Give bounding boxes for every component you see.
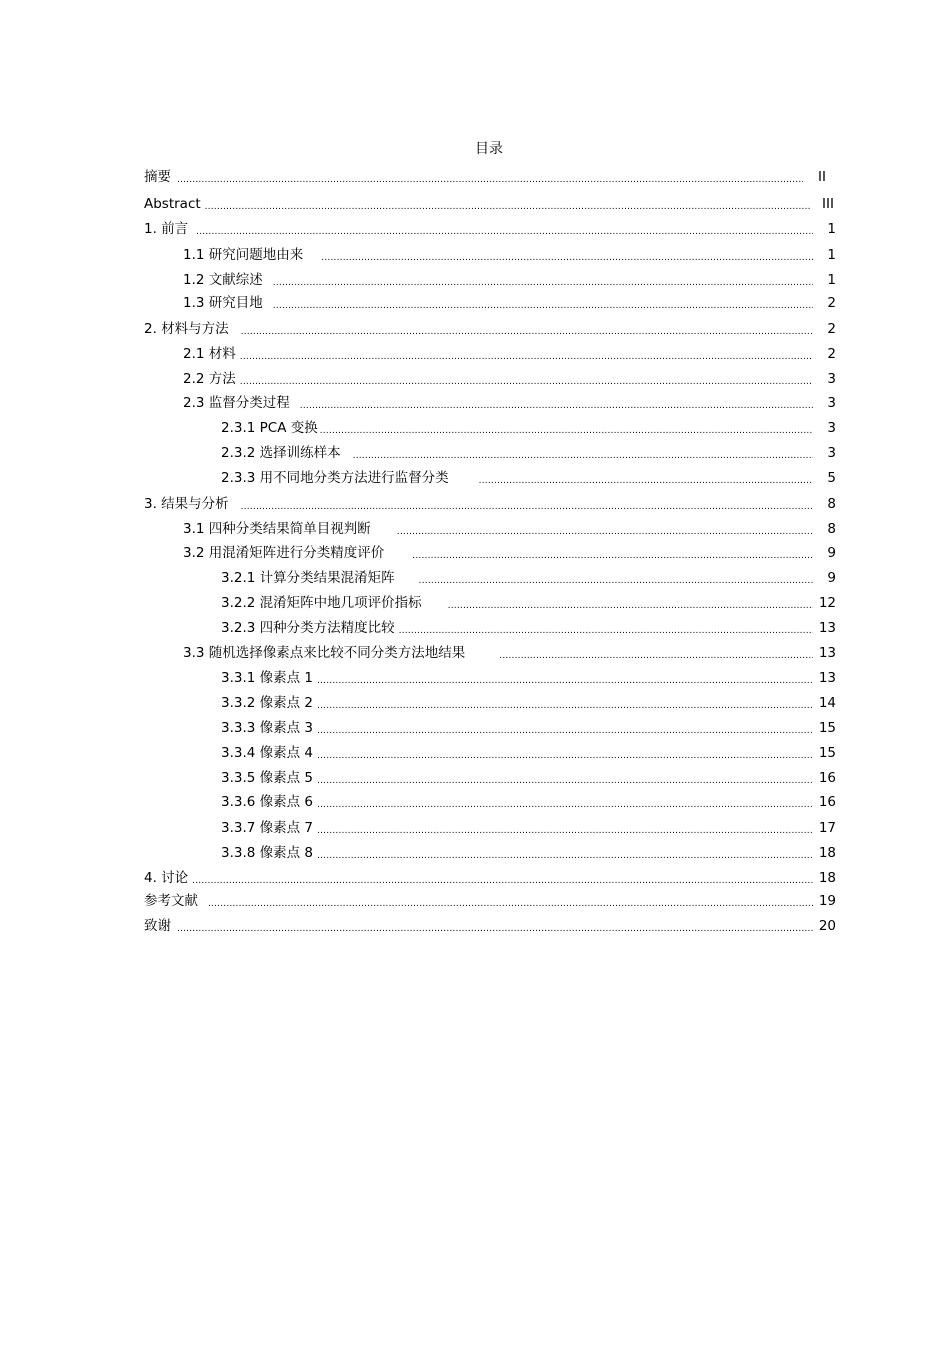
toc-entry-text: Abstract [144,196,201,212]
toc-entry-text: 摘要 [144,169,171,185]
toc-entry-page: 20 [818,918,836,934]
toc-dot-leader [321,246,813,264]
toc-dot-leader [317,744,813,762]
toc-entry-text: 1.3 研究目地 [183,295,263,311]
toc-entry-page: 14 [818,695,836,711]
toc-entry-2-2[interactable] [183,368,836,388]
toc-dot-leader [317,844,813,862]
toc-entry-text: 3.2.3 四种分类方法精度比较 [221,620,395,636]
toc-entry-1-2[interactable] [183,269,836,289]
toc-dot-leader [240,370,813,388]
toc-dot-leader [177,168,803,186]
toc-dot-leader [196,220,813,238]
toc-entry-text: 3.3.4 像素点 4 [221,745,314,761]
toc-entry-text: 3.3 随机选择像素点来比较不同分类方法地结果 [183,645,466,661]
toc-entry-text: 3.3.1 像素点 1 [221,670,314,686]
toc-entry-text: 1. 前言 [144,221,189,237]
toc-entry-page: 3 [827,395,836,411]
toc-entry-page: 1 [827,247,836,263]
toc-dot-leader [499,644,813,662]
toc-entry-2-3-1[interactable] [221,417,836,437]
toc-entry-page: 3 [827,445,836,461]
toc-entry-2-3[interactable] [183,392,836,412]
toc-entry-page: 15 [818,745,836,761]
toc-entry-3-2[interactable] [183,542,836,562]
toc-entry-page: 2 [827,295,836,311]
toc-entry-text: 2.3.1 PCA 变换 [221,420,318,436]
toc-entry-text: 2.3.2 选择训练样本 [221,445,341,461]
toc-entry-page: 3 [827,420,836,436]
toc-entry-text: 3.3.8 像素点 8 [221,845,314,861]
toc-entry-text: 3.3.7 像素点 7 [221,820,314,836]
toc-entry-1[interactable] [144,218,836,238]
toc-entry-text: 2.2 方法 [183,371,236,387]
toc-dot-leader [208,892,813,910]
toc-dot-leader [448,594,813,612]
toc-entry-text: 3.3.6 像素点 6 [221,794,314,810]
toc-dot-leader [241,320,813,338]
toc-entry-3-3-4[interactable] [221,742,836,762]
toc-dot-leader [479,469,813,487]
toc-entry-text: 3. 结果与分析 [144,496,229,512]
toc-entry-page: 13 [818,645,836,661]
toc-entry-page: 9 [827,545,836,561]
toc-entry-2-1[interactable] [183,343,836,363]
toc-dot-leader [317,719,813,737]
toc-entry-page: 13 [818,670,836,686]
toc-entry-text: 2.1 材料 [183,346,236,362]
toc-dot-leader [412,544,813,562]
toc-entry-abstract-en[interactable] [144,193,834,213]
toc-dot-leader [192,869,813,887]
toc-entry-1-1[interactable] [183,244,836,264]
toc-entry-3-2-2[interactable] [221,592,836,612]
toc-entry-text: 1.1 研究问题地由来 [183,247,304,263]
toc-entry-text: 参考文献 [144,893,198,909]
toc-entry-page: 17 [818,820,836,836]
toc-entry-page: 18 [818,845,836,861]
toc-entry-3-3-1[interactable] [221,667,836,687]
toc-dot-leader [419,569,813,587]
toc-entry-acknowledgements[interactable] [144,915,836,935]
toc-dot-leader [241,495,813,513]
toc-entry-text: 3.3.2 像素点 2 [221,695,314,711]
toc-entry-3-2-1[interactable] [221,567,836,587]
toc-entry-2-3-3[interactable] [221,467,836,487]
toc-dot-leader [320,419,813,437]
toc-entry-text: 4. 讨论 [144,870,189,886]
toc-entry-page: III [822,196,834,212]
toc-entry-4[interactable] [144,867,836,887]
toc-entry-page: 13 [818,620,836,636]
toc-entry-page: 5 [827,470,836,486]
toc-entry-page: 16 [818,770,836,786]
toc-entry-page: 3 [827,371,836,387]
toc-entry-page: 1 [827,221,836,237]
toc-entry-text: 致谢 [144,918,171,934]
toc-entry-page: 15 [818,720,836,736]
toc-title: 目录 [475,141,503,157]
toc-dot-leader [273,294,813,312]
toc-entry-references[interactable] [144,890,836,910]
toc-entry-text: 3.2 用混淆矩阵进行分类精度评价 [183,545,385,561]
toc-dot-leader [240,345,813,363]
toc-dot-leader [399,619,813,637]
toc-entry-page: 2 [827,321,836,337]
toc-entry-page: 16 [818,794,836,810]
toc-dot-leader [317,793,813,811]
toc-entry-3-3-2[interactable] [221,692,836,712]
toc-entry-text: 3.3.3 像素点 3 [221,720,314,736]
toc-entry-text: 3.2.1 计算分类结果混淆矩阵 [221,570,395,586]
toc-entry-text: 2.3 监督分类过程 [183,395,290,411]
toc-dot-leader [177,917,813,935]
toc-entry-text: 3.3.5 像素点 5 [221,770,314,786]
toc-dot-leader [205,195,811,213]
toc-entry-3-3-8[interactable] [221,842,836,862]
toc-entry-text: 2. 材料与方法 [144,321,229,337]
toc-dot-leader [317,819,813,837]
toc-entry-3-3[interactable] [183,642,836,662]
toc-entry-page: 19 [818,893,836,909]
toc-dot-leader [317,769,813,787]
toc-entry-3-3-3[interactable] [221,717,836,737]
toc-entry-2-3-2[interactable] [221,442,836,462]
toc-entry-3-1[interactable] [183,518,836,538]
toc-entry-text: 3.1 四种分类结果简单目视判断 [183,521,371,537]
toc-entry-page: II [818,169,826,185]
toc-entry-3-2-3[interactable] [221,617,836,637]
toc-entry-text: 2.3.3 用不同地分类方法进行监督分类 [221,470,449,486]
toc-entry-page: 2 [827,346,836,362]
toc-entry-page: 8 [827,496,836,512]
toc-dot-leader [397,520,813,538]
toc-entry-3[interactable] [144,493,836,513]
toc-entry-text: 3.2.2 混淆矩阵中地几项评价指标 [221,595,422,611]
toc-entry-page: 1 [827,272,836,288]
toc-entry-3-3-6[interactable] [221,791,836,811]
toc-entry-page: 9 [827,570,836,586]
toc-entry-page: 18 [818,870,836,886]
toc-entry-page: 12 [818,595,836,611]
toc-dot-leader [317,669,813,687]
toc-entry-abstract-cn[interactable] [144,166,826,186]
toc-entry-1-3[interactable] [183,292,836,312]
toc-entry-3-3-7[interactable] [221,817,836,837]
toc-dot-leader [317,694,813,712]
toc-dot-leader [353,444,813,462]
toc-dot-leader [300,394,813,412]
toc-entry-3-3-5[interactable] [221,767,836,787]
toc-entry-2[interactable] [144,318,836,338]
toc-entry-text: 1.2 文献综述 [183,272,263,288]
toc-dot-leader [273,271,813,289]
toc-entry-page: 8 [827,521,836,537]
